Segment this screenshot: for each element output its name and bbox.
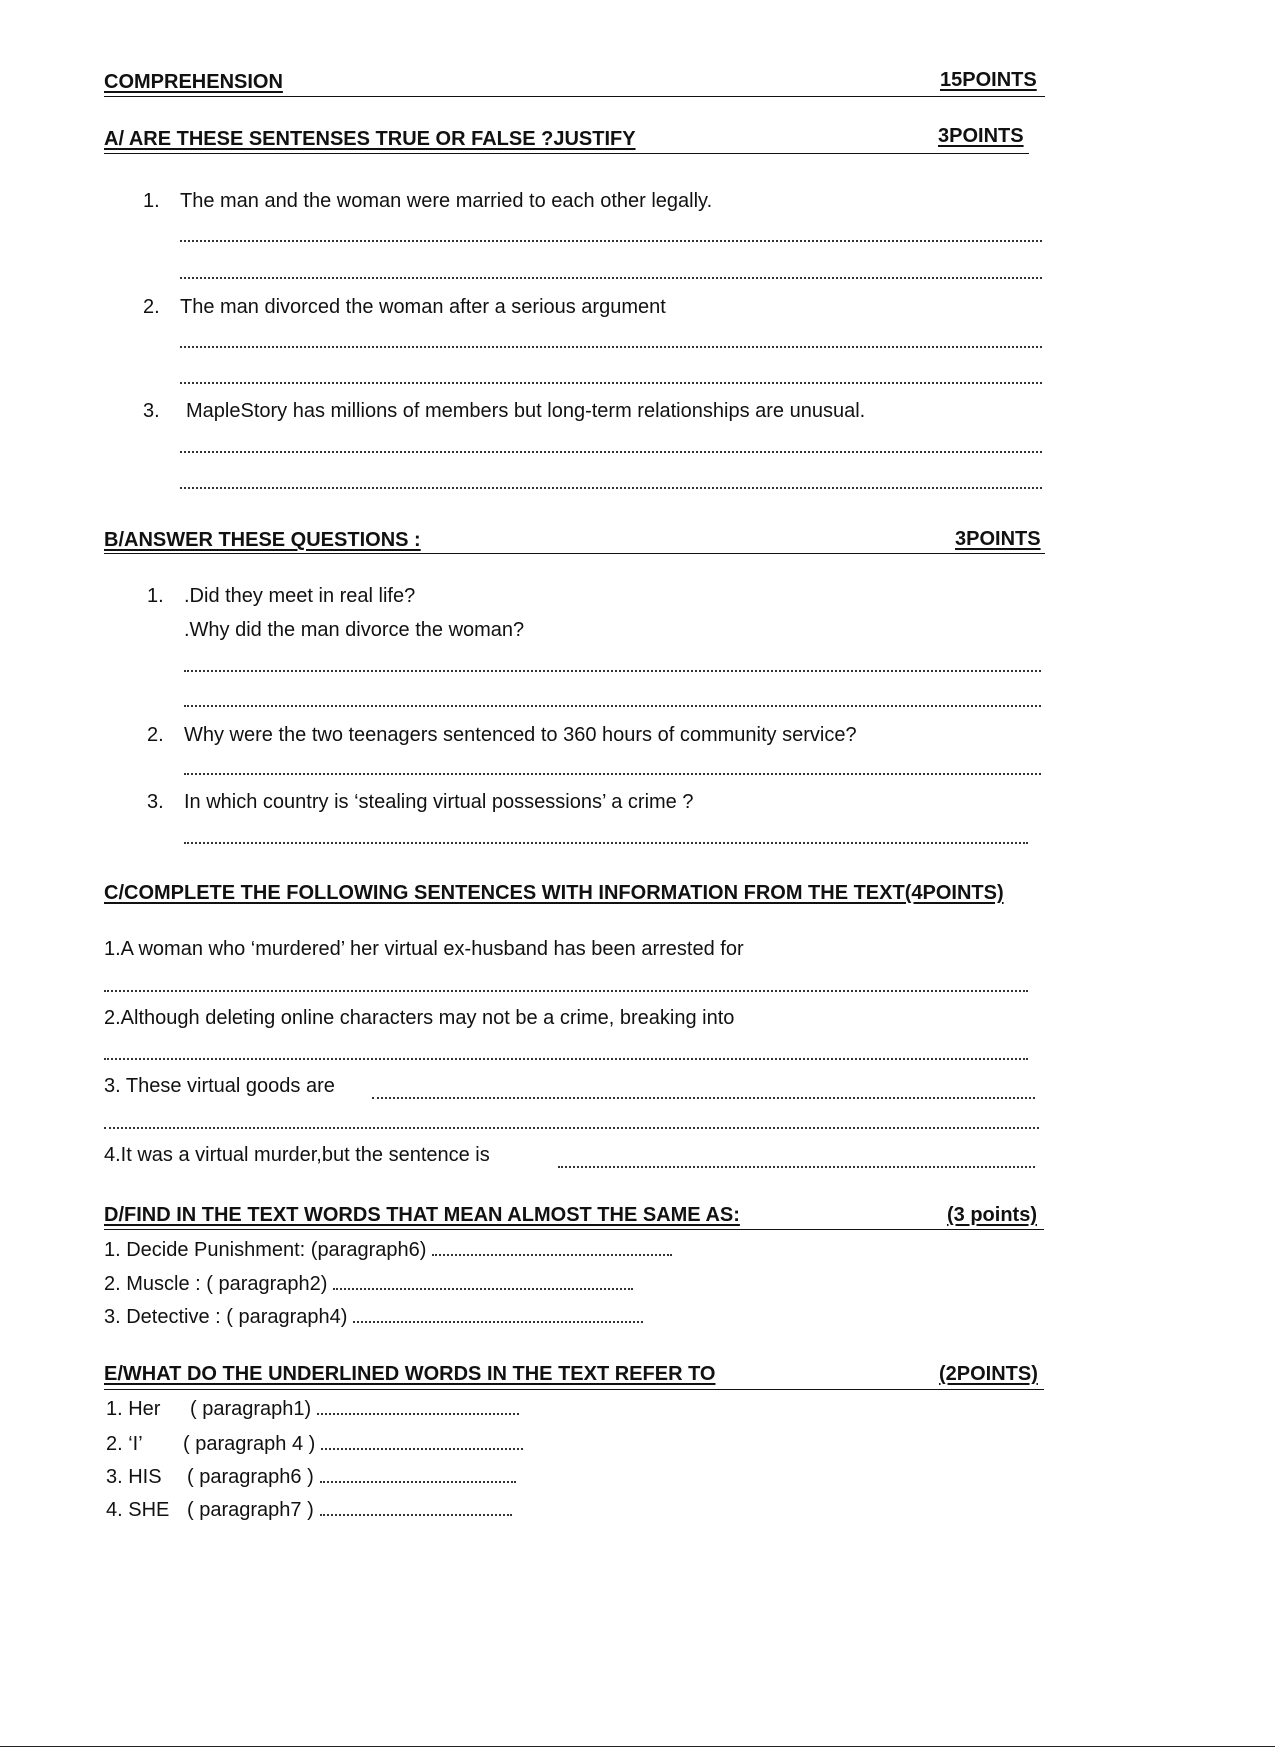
- answer-line[interactable]: [320, 1480, 516, 1483]
- section-e-item-3-label: 3. HIS: [106, 1466, 162, 1488]
- section-b-q2-text: Why were the two teenagers sentenced to 360 hours of community service?: [184, 724, 857, 746]
- answer-line[interactable]: [333, 1287, 633, 1290]
- section-b-q1-text: .Did they meet in real life?: [184, 585, 416, 607]
- section-a-q2-text: The man divorced the woman after a serious argument: [180, 296, 666, 318]
- answer-line[interactable]: [184, 773, 1041, 775]
- answer-line[interactable]: [184, 842, 1028, 844]
- section-c-item-3: 3. These virtual goods are: [104, 1075, 335, 1097]
- section-d-item-2: [104, 1273, 633, 1296]
- section-a-q3-number: 3.: [143, 400, 160, 422]
- answer-line[interactable]: [184, 670, 1041, 672]
- section-b-q3-number: 3.: [147, 791, 164, 813]
- answer-line[interactable]: [104, 990, 1028, 992]
- section-e-item-4: [187, 1499, 512, 1522]
- section-e-item-4-ref: ( paragraph7 ): [187, 1499, 314, 1521]
- section-a-q3-text: MapleStory has millions of members but long-term relationships are unusual.: [186, 400, 866, 422]
- header-underline: [104, 96, 1045, 97]
- section-d-points: (3 points): [947, 1204, 1037, 1226]
- answer-line[interactable]: [104, 1058, 1028, 1060]
- section-e-item-1: [190, 1398, 519, 1421]
- section-b-q3-text: In which country is ‘stealing virtual possessions’ a crime ?: [184, 791, 694, 813]
- answer-line[interactable]: [180, 240, 1042, 242]
- section-e-item-3-ref: ( paragraph6 ): [187, 1466, 314, 1488]
- section-b-underline: [104, 553, 1045, 554]
- section-d-item-3: [104, 1306, 643, 1329]
- answer-line[interactable]: [184, 705, 1041, 707]
- section-b-title: B/ANSWER THESE QUESTIONS :: [104, 529, 421, 551]
- answer-line[interactable]: [180, 487, 1042, 489]
- answer-line[interactable]: [432, 1253, 672, 1256]
- page-title: COMPREHENSION: [104, 71, 283, 93]
- section-e-points: (2POINTS): [939, 1363, 1038, 1385]
- section-d-underline: [104, 1229, 1044, 1230]
- section-d-item-3-text: 3. Detective : ( paragraph4): [104, 1306, 348, 1328]
- answer-line[interactable]: [317, 1412, 519, 1415]
- section-e-item-2-label: 2. ‘I’: [106, 1433, 143, 1455]
- section-b-q1-text2: .Why did the man divorce the woman?: [184, 619, 525, 641]
- section-e-item-1-ref: ( paragraph1): [190, 1398, 312, 1420]
- answer-line[interactable]: [321, 1447, 523, 1450]
- section-d-item-2-text: 2. Muscle : ( paragraph2): [104, 1273, 328, 1295]
- section-d-item-1: [104, 1239, 672, 1262]
- section-d-title: D/FIND IN THE TEXT WORDS THAT MEAN ALMOST THE SAME AS:: [104, 1204, 740, 1226]
- answer-line[interactable]: [180, 382, 1042, 384]
- answer-line[interactable]: [320, 1513, 512, 1516]
- page-bottom-rule: [0, 1746, 1275, 1747]
- total-points: 15POINTS: [940, 69, 1037, 91]
- answer-line[interactable]: [180, 277, 1042, 279]
- section-e-item-2: [183, 1433, 523, 1456]
- section-b-q2-number: 2.: [147, 724, 164, 746]
- section-e-item-4-label: 4. SHE: [106, 1499, 170, 1521]
- section-e-item-1-label: 1. Her: [106, 1398, 161, 1420]
- answer-line[interactable]: [180, 451, 1042, 453]
- answer-line[interactable]: [558, 1166, 1035, 1168]
- section-b-q1-number: 1.: [147, 585, 164, 607]
- answer-line[interactable]: [372, 1097, 1035, 1099]
- section-c-item-4: 4.It was a virtual murder,but the sentence is: [104, 1144, 490, 1166]
- section-a-q2-number: 2.: [143, 296, 160, 318]
- section-e-item-3: [187, 1466, 516, 1489]
- answer-line[interactable]: [353, 1320, 643, 1323]
- section-c-item-1: 1.A woman who ‘murdered’ her virtual ex-husband has been arrested for: [104, 938, 744, 960]
- section-a-underline: [104, 153, 1029, 154]
- section-e-title: E/WHAT DO THE UNDERLINED WORDS IN THE TEXT REFER TO: [104, 1363, 716, 1385]
- section-a-title: A/ ARE THESE SENTENSES TRUE OR FALSE ?JUSTIFY: [104, 128, 636, 150]
- section-e-underline: [104, 1389, 1044, 1390]
- section-a-points: 3POINTS: [938, 125, 1024, 147]
- section-d-item-1-text: 1. Decide Punishment: (paragraph6): [104, 1239, 427, 1261]
- answer-line[interactable]: [180, 346, 1042, 348]
- section-a-q1-text: The man and the woman were married to each other legally.: [180, 190, 713, 212]
- section-a-q1-number: 1.: [143, 190, 160, 212]
- section-e-item-2-ref: ( paragraph 4 ): [183, 1433, 316, 1455]
- answer-line[interactable]: [104, 1127, 1039, 1129]
- section-c-title: C/COMPLETE THE FOLLOWING SENTENCES WITH INFORMATION FROM THE TEXT(4POINTS): [104, 882, 1004, 904]
- section-c-item-2: 2.Although deleting online characters may not be a crime, breaking into: [104, 1007, 735, 1029]
- section-b-points: 3POINTS: [955, 528, 1041, 550]
